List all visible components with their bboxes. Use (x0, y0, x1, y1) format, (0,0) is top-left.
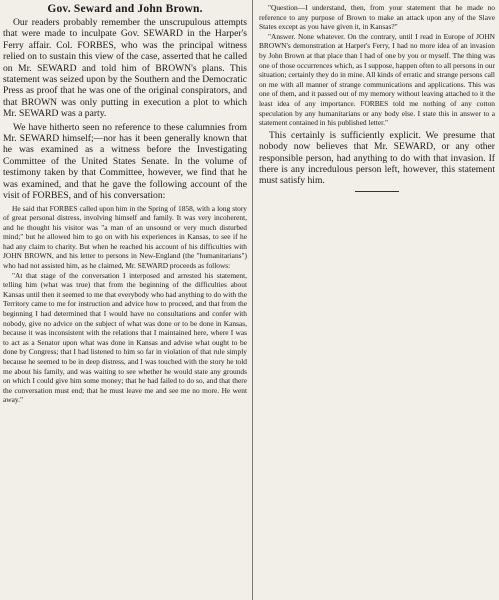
conclusion-paragraph: This certainly is sufficiently explicit. We presume that nobody now believes that Mr. SEWARD, or any other responsible person, had anything to do with that invasion. If there is any incredulous person left, however, this statement must satisfy him. (259, 129, 495, 187)
end-rule (355, 191, 399, 192)
answer-paragraph: "Answer. None whatever. On the contrary, until I read in Europe of JOHN BROWN's demonstration at Harper's Ferry, I had no more idea of an invasion by John Brown at that place than I had of one by you or myself. The thing was one of those occurrences which, as I suppose, happen often to all persons in our situation; certainly they do in mine. All kinds of erratic and strange persons call on me with all manner of strange communications and applications. This was one of them, and it passed out of my memory without leaving attached to it the least idea of any importance. FORBES told me nothing of any cotton speculation by any humanitarians or any body else. I state this in answer to a statement contained in his published letter." (259, 31, 495, 128)
forbes-visit-paragraph: He said that FORBES called upon him in the Spring of 1858, with a long story of great personal distress, involving himself and family. It was very incoherent, and he thought his visitor was "a man of an unsound or very much disturbed mind;" but he allowed him to go on with his experiences in Kansas, to see if he had any claim to charity. But when he reached his account of his difficulties with JOHN BROWN, and his letter to persons in New-England (the "humanitarians") who had not assisted him, as he claimed, Mr. SEWARD proceeds as follows: (3, 203, 247, 271)
question-paragraph: "Question—I understand, then, from your statement that he made no reference to any purpose of Brown to make an attack upon any of the Slave States except as you have given it, in Kansas?" (259, 3, 495, 32)
headline: Gov. Seward and John Brown. (47, 3, 203, 15)
column-divider (252, 0, 253, 600)
intro-paragraph: Our readers probably remember the unscrupulous attempts that were made to inculpate Gov. SEWARD in the Harper's Ferry affair. Col. FORBES, who was the principal witness relied on to sustain this view of the case, asserted that he called on Mr. SEWARD and told him of BROWN's plans. This statement was seized upon by the Southern and the Democratic Press as proof that he was one of the original conspirators, and that BROWN was only putting in execution a plot to which Mr. SEWARD was a party. (3, 17, 247, 120)
right-column (259, 3, 495, 192)
seward-statement-paragraph: "At that stage of the conversation I interposed and arrested his statement, telling him (what was true) that from the beginning of the difficulties about Kansas until then it seemed to me that everybody who had anything to do with the Territory came to me for instruction and advice how to proceed, and that from the beginning I had determined that I would have no consultations and confer with nobody, give no advice on the subject of what was done or to be done in Kansas, because it was inconsistent with the relations that I maintained here, where I was to act as a Senator upon what was done in Kansas and advise what ought to be done by Congress; that I had listened to him so far in violation of that rule simply because he seemed to be in deep distress, and I was touched with the story he told me about his family, and was waiting to see whether he would state any grounds on which I could give him some money; that he had failed to do so, and that there the conversation must end; that he must leave me and see me no more. He went away." (3, 270, 247, 405)
left-column (3, 3, 247, 405)
testimony-intro-paragraph: We have hitherto seen no reference to these calumnies from Mr. SEWARD himself;—nor has it been generally known that he was examined as a witness before the Investigating Committee of the United States Senate. In the volume of testimony taken by that Committee, however, we find that he was examined, and that he gave the following account of the visit of FORBES, and of his conversation: (3, 121, 247, 202)
